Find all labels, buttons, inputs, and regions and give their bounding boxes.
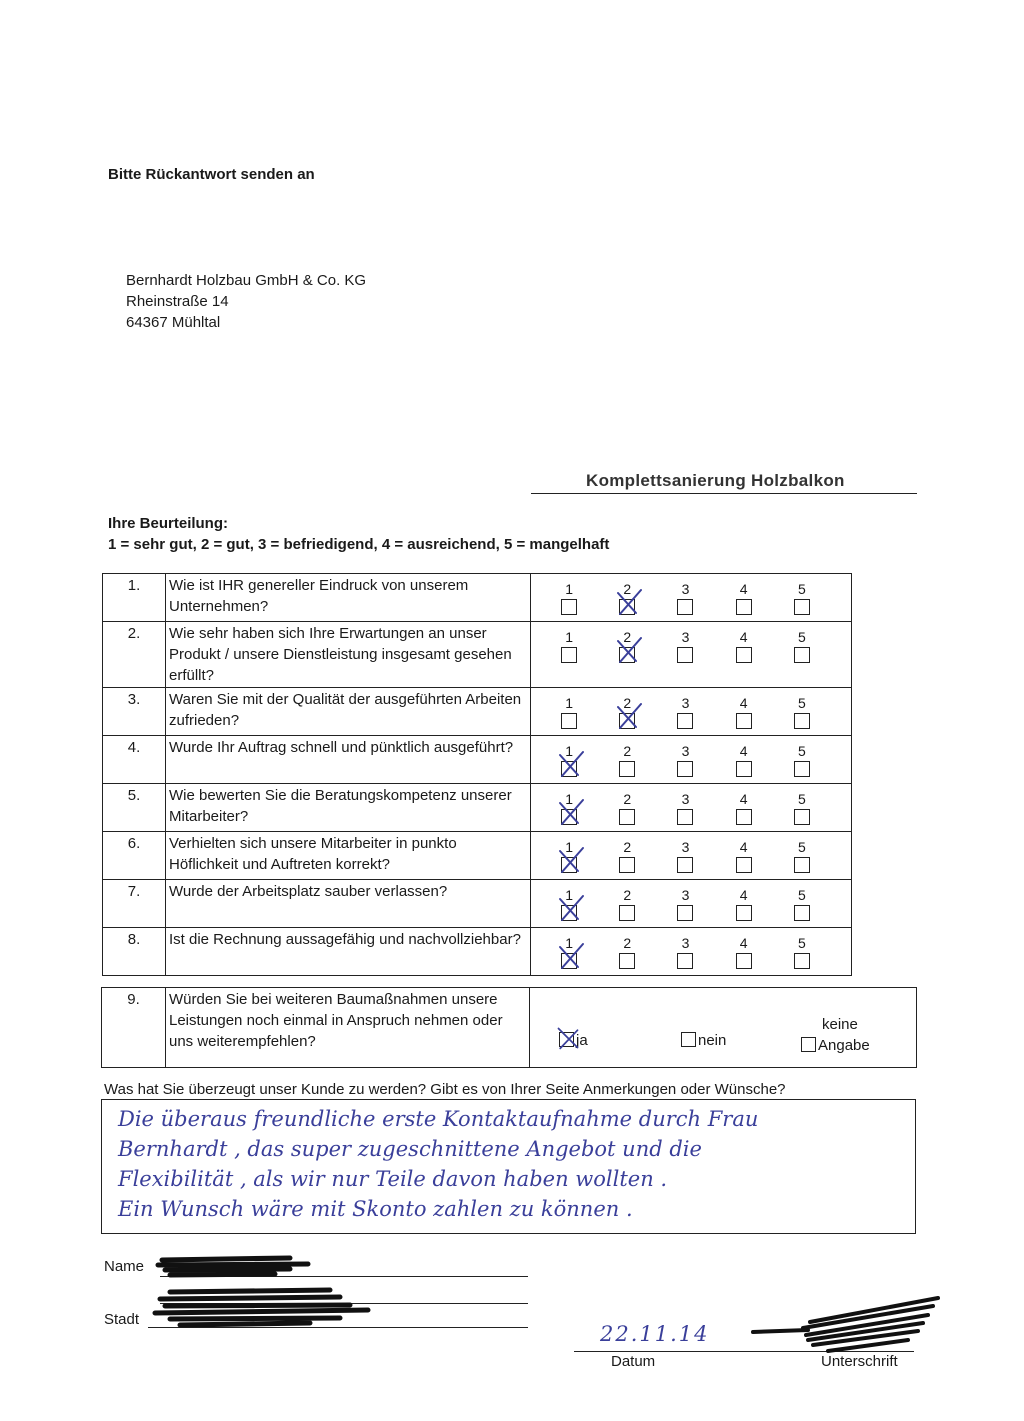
rating-checkbox[interactable]	[561, 713, 577, 729]
question-number: 5.	[103, 784, 166, 832]
option-no[interactable]	[681, 1030, 726, 1051]
rating-option-4[interactable]	[732, 695, 756, 729]
city: 64367 Mühltal	[126, 314, 221, 331]
question-row	[103, 832, 852, 880]
question-row	[103, 880, 852, 928]
rating-scale	[531, 736, 852, 784]
rating-checkbox[interactable]	[736, 647, 752, 663]
project-underline	[531, 493, 917, 494]
date-handwritten: 22.11.14	[600, 1322, 710, 1346]
rating-checkbox[interactable]	[561, 905, 577, 921]
rating-option-label: 5	[797, 743, 806, 759]
rating-option-label: 1	[565, 887, 573, 903]
rating-option-label: 1	[565, 743, 573, 759]
question-number: 1.	[103, 574, 166, 622]
rating-option-label: 5	[797, 581, 806, 597]
question-text: Wie bewerten Sie die Beratungskompetenz unserer Mitarbeiter?	[166, 784, 531, 832]
rating-option-label: 4	[739, 935, 748, 951]
rating-option-2[interactable]	[615, 839, 639, 873]
question-text: Waren Sie mit der Qualität der ausgeführten Arbeiten zufrieden?	[166, 688, 531, 736]
rating-checkbox[interactable]	[619, 713, 635, 729]
rating-option-label: 2	[623, 629, 632, 645]
rating-option-label: 1	[565, 695, 573, 711]
rating-checkbox[interactable]	[677, 713, 693, 729]
rating-heading	[108, 513, 609, 555]
rating-option-3[interactable]	[673, 629, 697, 663]
rating-option-2[interactable]	[615, 743, 639, 777]
question-number: 8.	[103, 928, 166, 976]
rating-checkbox[interactable]	[794, 905, 810, 921]
redacted-signature-scribble	[748, 1288, 948, 1358]
checkbox-no[interactable]	[681, 1032, 696, 1047]
rating-option-5[interactable]	[790, 887, 814, 921]
rating-option-4[interactable]	[732, 743, 756, 777]
option-yes[interactable]	[559, 1030, 588, 1051]
recommend-options	[530, 988, 917, 1068]
rating-option-4[interactable]	[732, 581, 756, 615]
rating-option-label: 4	[739, 743, 748, 759]
rating-checkbox[interactable]	[736, 857, 752, 873]
rating-option-5[interactable]	[790, 629, 814, 663]
rating-scale	[531, 832, 852, 880]
rating-option-3[interactable]	[673, 839, 697, 873]
rating-checkbox[interactable]	[677, 809, 693, 825]
extra-line	[160, 1303, 528, 1304]
rating-option-2[interactable]	[615, 935, 639, 969]
city-line[interactable]	[148, 1327, 528, 1328]
remarks-handwriting	[118, 1104, 758, 1224]
checkbox-no-answer[interactable]	[801, 1037, 816, 1052]
rating-option-1[interactable]	[557, 791, 581, 825]
rating-option-label: 4	[739, 887, 748, 903]
rating-checkbox[interactable]	[736, 713, 752, 729]
rating-option-1[interactable]	[557, 695, 581, 729]
rating-option-1[interactable]	[557, 743, 581, 777]
name-label: Name	[104, 1258, 145, 1275]
question-row	[103, 574, 852, 622]
remarks-prompt: Was hat Sie überzeugt unser Kunde zu werden? Gibt es von Ihrer Seite Anmerkungen oder Wünsche?	[104, 1081, 786, 1098]
remarks-box[interactable]	[101, 1099, 916, 1234]
rating-checkbox[interactable]	[794, 647, 810, 663]
rating-option-label: 5	[797, 935, 806, 951]
rating-checkbox[interactable]	[619, 905, 635, 921]
question-number: 3.	[103, 688, 166, 736]
rating-checkbox[interactable]	[736, 809, 752, 825]
rating-option-label: 2	[623, 887, 632, 903]
question-text: Ist die Rechnung aussagefähig und nachvollziehbar?	[166, 928, 531, 976]
question-row	[103, 784, 852, 832]
question-text: Wie sehr haben sich Ihre Erwartungen an unser Produkt / unsere Dienstleistung insgesamt gesehen erfüllt?	[166, 622, 531, 688]
rating-checkbox[interactable]	[677, 647, 693, 663]
rating-option-label: 2	[623, 839, 632, 855]
date-label: Datum	[611, 1353, 656, 1370]
rating-checkbox[interactable]	[619, 809, 635, 825]
rating-option-5[interactable]	[790, 581, 814, 615]
rating-checkbox[interactable]	[736, 905, 752, 921]
checkbox-yes[interactable]	[559, 1032, 574, 1047]
rating-option-label: 4	[739, 839, 748, 855]
rating-option-5[interactable]	[790, 695, 814, 729]
label-yes: ja	[576, 1032, 588, 1049]
rating-checkbox[interactable]	[619, 599, 635, 615]
rating-scale	[531, 928, 852, 976]
city-label: Stadt	[104, 1311, 140, 1328]
rating-option-label: 4	[739, 791, 748, 807]
remarks-line: Die überaus freundliche erste Kontaktaufnahme durch Frau	[118, 1107, 759, 1131]
rating-option-label: 1	[565, 935, 573, 951]
rating-option-label: 3	[681, 887, 690, 903]
rating-checkbox[interactable]	[794, 809, 810, 825]
rating-option-2[interactable]	[615, 791, 639, 825]
rating-option-label: 5	[797, 629, 806, 645]
rating-checkbox[interactable]	[561, 599, 577, 615]
question-row	[103, 688, 852, 736]
rating-option-label: 1	[565, 581, 573, 597]
rating-checkbox[interactable]	[619, 761, 635, 777]
question-row	[103, 736, 852, 784]
rating-option-label: 4	[739, 581, 748, 597]
rating-checkbox[interactable]	[677, 599, 693, 615]
rating-checkbox[interactable]	[736, 761, 752, 777]
rating-option-label: 5	[797, 887, 806, 903]
rating-option-label: 2	[623, 743, 632, 759]
rating-option-5[interactable]	[790, 743, 814, 777]
rating-option-label: 2	[623, 695, 632, 711]
rating-option-label: 3	[681, 743, 690, 759]
rating-checkbox[interactable]	[677, 905, 693, 921]
rating-option-label: 3	[681, 839, 690, 855]
rating-scale	[531, 688, 852, 736]
question-number: 6.	[103, 832, 166, 880]
rating-checkbox[interactable]	[794, 599, 810, 615]
question-text: Wie ist IHR genereller Eindruck von unserem Unternehmen?	[166, 574, 531, 622]
question-number: 2.	[103, 622, 166, 688]
rating-option-1[interactable]	[557, 581, 581, 615]
label-no-answer-line2: Angabe	[818, 1037, 870, 1054]
rating-option-5[interactable]	[790, 791, 814, 825]
label-no: nein	[698, 1032, 727, 1049]
question-row	[103, 928, 852, 976]
rating-option-label: 3	[681, 791, 690, 807]
rating-option-4[interactable]	[732, 935, 756, 969]
rating-checkbox[interactable]	[561, 809, 577, 825]
rating-checkbox[interactable]	[736, 599, 752, 615]
rating-table	[102, 573, 852, 976]
question-number: 4.	[103, 736, 166, 784]
signature-label: Unterschrift	[821, 1353, 898, 1370]
label-no-answer-line1: keine	[822, 1016, 858, 1033]
rating-option-label: 2	[623, 935, 632, 951]
rating-option-1[interactable]	[557, 839, 581, 873]
rating-checkbox[interactable]	[677, 857, 693, 873]
rating-legend: 1 = sehr gut, 2 = gut, 3 = befriedigend, 4 = ausreichend, 5 = mangelhaft	[108, 536, 610, 553]
recipient-address	[126, 270, 366, 333]
rating-title: Ihre Beurteilung:	[108, 515, 229, 532]
rating-checkbox[interactable]	[677, 761, 693, 777]
rating-option-2[interactable]	[615, 581, 639, 615]
rating-option-4[interactable]	[732, 887, 756, 921]
rating-checkbox[interactable]	[794, 761, 810, 777]
rating-option-3[interactable]	[673, 581, 697, 615]
rating-option-1[interactable]	[557, 887, 581, 921]
rating-checkbox[interactable]	[794, 713, 810, 729]
rating-option-label: 5	[797, 695, 806, 711]
remarks-line: Ein Wunsch wäre mit Skonto zahlen zu können .	[118, 1197, 633, 1221]
rating-checkbox[interactable]	[736, 953, 752, 969]
rating-option-label: 3	[681, 695, 690, 711]
redacted-name-scribble	[140, 1252, 400, 1334]
rating-checkbox[interactable]	[561, 761, 577, 777]
rating-option-4[interactable]	[732, 839, 756, 873]
rating-option-label: 3	[681, 581, 690, 597]
question-text: Wurde der Arbeitsplatz sauber verlassen?	[166, 880, 531, 928]
rating-option-2[interactable]	[615, 887, 639, 921]
company-name: Bernhardt Holzbau GmbH & Co. KG	[126, 272, 367, 289]
rating-checkbox[interactable]	[619, 857, 635, 873]
rating-scale	[531, 784, 852, 832]
remarks-line: Flexibilität , als wir nur Teile davon haben wollten .	[118, 1167, 668, 1191]
rating-scale	[531, 574, 852, 622]
rating-option-3[interactable]	[673, 935, 697, 969]
rating-scale	[531, 880, 852, 928]
rating-option-label: 1	[565, 839, 573, 855]
rating-option-3[interactable]	[673, 695, 697, 729]
rating-option-5[interactable]	[790, 839, 814, 873]
project-title: Komplettsanierung Holzbalkon	[586, 471, 845, 490]
rating-option-label: 5	[797, 791, 806, 807]
rating-option-2[interactable]	[615, 695, 639, 729]
rating-checkbox[interactable]	[561, 953, 577, 969]
rating-checkbox[interactable]	[561, 647, 577, 663]
rating-option-label: 5	[797, 839, 806, 855]
rating-checkbox[interactable]	[794, 953, 810, 969]
rating-option-label: 4	[739, 629, 748, 645]
rating-option-2[interactable]	[615, 629, 639, 663]
option-no-answer[interactable]	[801, 1014, 870, 1056]
recommend-table	[101, 987, 917, 1068]
remarks-line: Bernhardt , das super zugeschnittene Angebot und die	[118, 1137, 702, 1161]
question-text: Wurde Ihr Auftrag schnell und pünktlich ausgeführt?	[166, 736, 531, 784]
rating-checkbox[interactable]	[677, 953, 693, 969]
rating-option-5[interactable]	[790, 935, 814, 969]
question-number: 7.	[103, 880, 166, 928]
rating-option-1[interactable]	[557, 935, 581, 969]
rating-option-label: 2	[623, 581, 632, 597]
rating-option-label: 1	[565, 629, 573, 645]
rating-option-3[interactable]	[673, 791, 697, 825]
rating-option-label: 1	[565, 791, 573, 807]
rating-option-label: 3	[681, 935, 690, 951]
reply-heading: Bitte Rückantwort senden an	[108, 166, 315, 183]
question-row	[103, 622, 852, 688]
name-line[interactable]	[160, 1276, 528, 1277]
recommend-question: Würden Sie bei weiteren Baumaßnahmen unsere Leistungen noch einmal in Anspruch nehmen oder uns weiterempfehlen?	[166, 988, 530, 1068]
rating-option-label: 3	[681, 629, 690, 645]
rating-checkbox[interactable]	[794, 857, 810, 873]
rating-option-4[interactable]	[732, 629, 756, 663]
rating-option-label: 4	[739, 695, 748, 711]
rating-option-1[interactable]	[557, 629, 581, 663]
recommend-number: 9.	[102, 988, 166, 1068]
rating-checkbox[interactable]	[619, 647, 635, 663]
rating-option-label: 2	[623, 791, 632, 807]
recommend-row	[102, 988, 917, 1068]
question-text: Verhielten sich unsere Mitarbeiter in punkto Höflichkeit und Auftreten korrekt?	[166, 832, 531, 880]
rating-scale	[531, 622, 852, 688]
rating-option-4[interactable]	[732, 791, 756, 825]
rating-checkbox[interactable]	[561, 857, 577, 873]
rating-option-3[interactable]	[673, 887, 697, 921]
rating-checkbox[interactable]	[619, 953, 635, 969]
date-signature-line[interactable]	[574, 1351, 914, 1352]
rating-option-3[interactable]	[673, 743, 697, 777]
street: Rheinstraße 14	[126, 293, 229, 310]
